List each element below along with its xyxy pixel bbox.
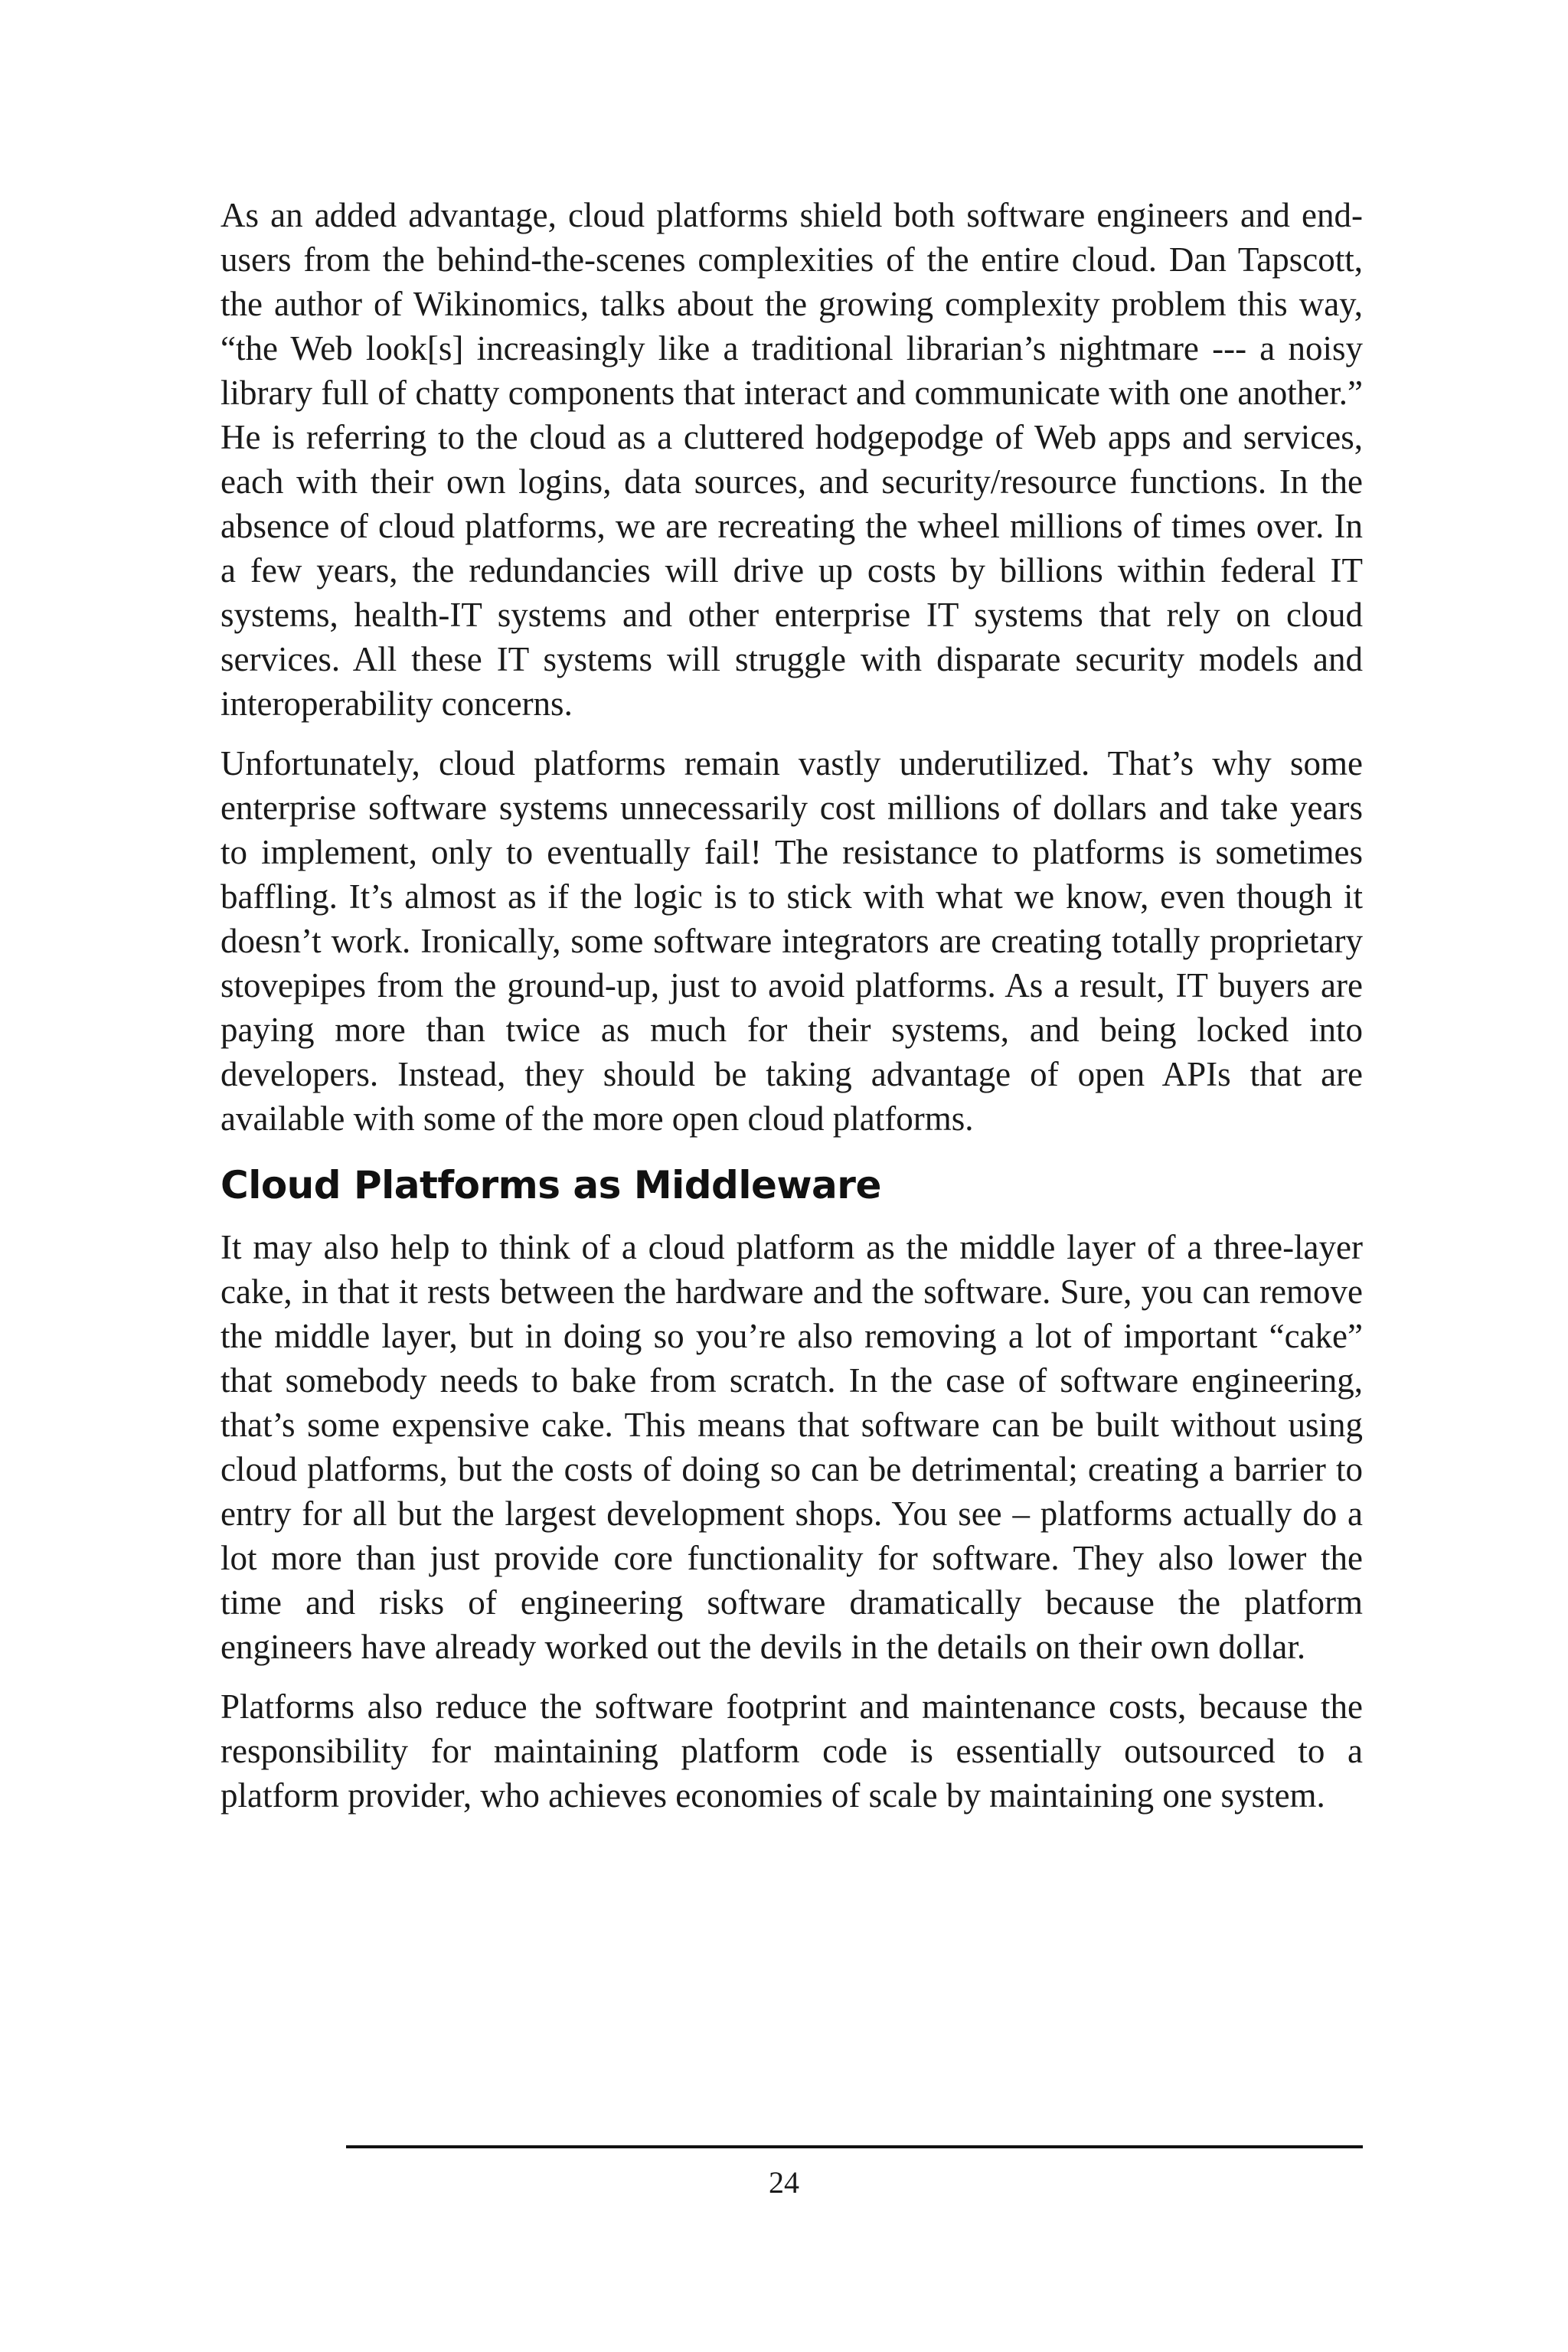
page-number: 24 bbox=[769, 2165, 799, 2200]
paragraph-cloud-platforms-advantage: As an added advantage, cloud platforms shield both software engineers and end-users from the behind-the-scenes complexities of the entire cloud. Dan Tapscott, the author of Wikinomics, talks about the growing complexity problem this way, “the Web look[s] increasingly like a traditional librarian’s nightmare --- a noisy library full of chatty components that interact and communicate with one another.” He is referring to the cloud as a cluttered hodgepodge of Web apps and services, each with their own logins, data sources, and security/resource functions. In the absence of cloud platforms, we are recreating the wheel millions of times over. In a few years, the redundancies will drive up costs by billions within federal IT systems, health-IT systems and other enterprise IT systems that rely on cloud services. All these IT systems will struggle with disparate security models and interoperability concerns. bbox=[220, 196, 1363, 723]
paragraph-three-layer-cake: It may also help to think of a cloud platform as the middle layer of a three-layer cake, in that it rests between the hardware and the software. Sure, you can remove the middle layer, but in doing so you’re also removing a lot of important “cake” that somebody needs to bake from scratch. In the case of software engineering, that’s some expensive cake. This means that software can be built without using cloud platforms, but the costs of doing so can be detrimental; creating a barrier to entry for all but the largest development shops. You see – platforms actually do a lot more than just provide core functionality for software. They also lower the time and risks of engineering software dramatically because the platform engineers have already worked out the devils in the details on their own dollar. bbox=[220, 1228, 1363, 1666]
text-column bbox=[220, 193, 1363, 1833]
footer-rule bbox=[346, 2145, 1363, 2148]
paragraph-footprint-costs: Platforms also reduce the software footprint and maintenance costs, because the responsibility for maintaining platform code is essentially outsourced to a platform provider, who achieves economies of scale by maintaining one system. bbox=[220, 1687, 1363, 1815]
paragraph-platforms-underutilized: Unfortunately, cloud platforms remain vastly underutilized. That’s why some enterprise software systems unnecessarily cost millions of dollars and take years to implement, only to eventually fail! The resistance to platforms is sometimes baffling. It’s almost as if the logic is to stick with what we know, even though it doesn’t work. Ironically, some software integrators are creating totally proprietary stovepipes from the ground-up, just to avoid platforms. As a result, IT buyers are paying more than twice as much for their systems, and being locked into developers. Instead, they should be taking advantage of open APIs that are available with some of the more open cloud platforms. bbox=[220, 744, 1363, 1138]
section-heading: Cloud Platforms as Middleware bbox=[220, 1163, 881, 1207]
